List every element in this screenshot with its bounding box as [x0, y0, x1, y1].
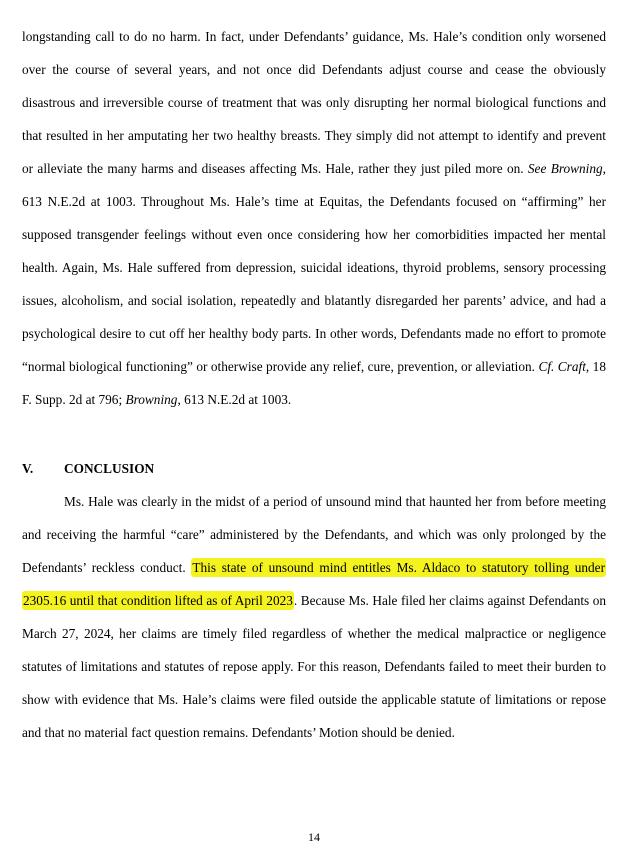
highlighted-text: This state of unsound mind entitles Ms. Aldaco to statutory tolling under 2305.16 until that condition lifted as of April 2023 [23, 560, 605, 608]
case-citation: See Browning [527, 161, 603, 176]
page-number: 14 [308, 830, 320, 844]
section-heading [22, 452, 154, 485]
paragraph-text: , 613 N.E.2d at 1003. Throughout Ms. Hale’s time at Equitas, the Defendants focused on “affirming” her supposed transgender feelings without even once considering how her comorbidities impacted her mental health. Again, Ms. Hale suffered from depression, suicidal ideations, thyroid problems, sensory processing issues, alcoholism, and social isolation, repeatedly and blatantly disregarded her parents’ advice, and had a psychological desire to cut off her healthy body parts. In other words, Defendants made no effort to promote “normal biological functioning” or otherwise provide any relief, cure, prevention, or alleviation. [22, 161, 606, 374]
paragraph-text: Ms. Hale was clearly in the midst of a period of unsound mind that haunted her from before meeting and receiving the harmful “care” administered by the Defendants, and which was only prolonged by the Defendants’ reckless conduct. [22, 494, 606, 575]
paragraph-text: , 613 N.E.2d at 1003. [177, 392, 292, 407]
paragraph-text: , 18 F. Supp. 2d at 796; [22, 359, 606, 407]
conclusion-paragraph [22, 485, 606, 749]
case-citation: Browning [125, 392, 178, 407]
section-title: CONCLUSION [64, 461, 155, 476]
section-number: V. [22, 461, 34, 476]
body-paragraph [22, 20, 606, 416]
paragraph-text: longstanding call to do no harm. In fact, under Defendants’ guidance, Ms. Hale’s condition only worsened over the course of several years, and not once did Defendants adjust course and cease the obviously disastrous and irreversible course of treatment that was only disrupting her normal biological functions and that resulted in her amputating her two healthy breasts. They simply did not attempt to identify and prevent or alleviate the many harms and diseases affecting Ms. Hale, rather they just piled more on. [22, 29, 606, 176]
paragraph-text: . Because Ms. Hale filed her claims against Defendants on March 27, 2024, her claims are timely filed regardless of whether the medical malpractice or negligence statutes of limitations and statutes of repose apply. For this reason, Defendants failed to meet their burden to show with evidence that Ms. Hale’s claims were filed outside the applicable statute of limitations or repose and that no material fact question remains. Defendants’ Motion should be denied. [22, 593, 607, 740]
case-citation: Cf. Craft [538, 359, 586, 374]
